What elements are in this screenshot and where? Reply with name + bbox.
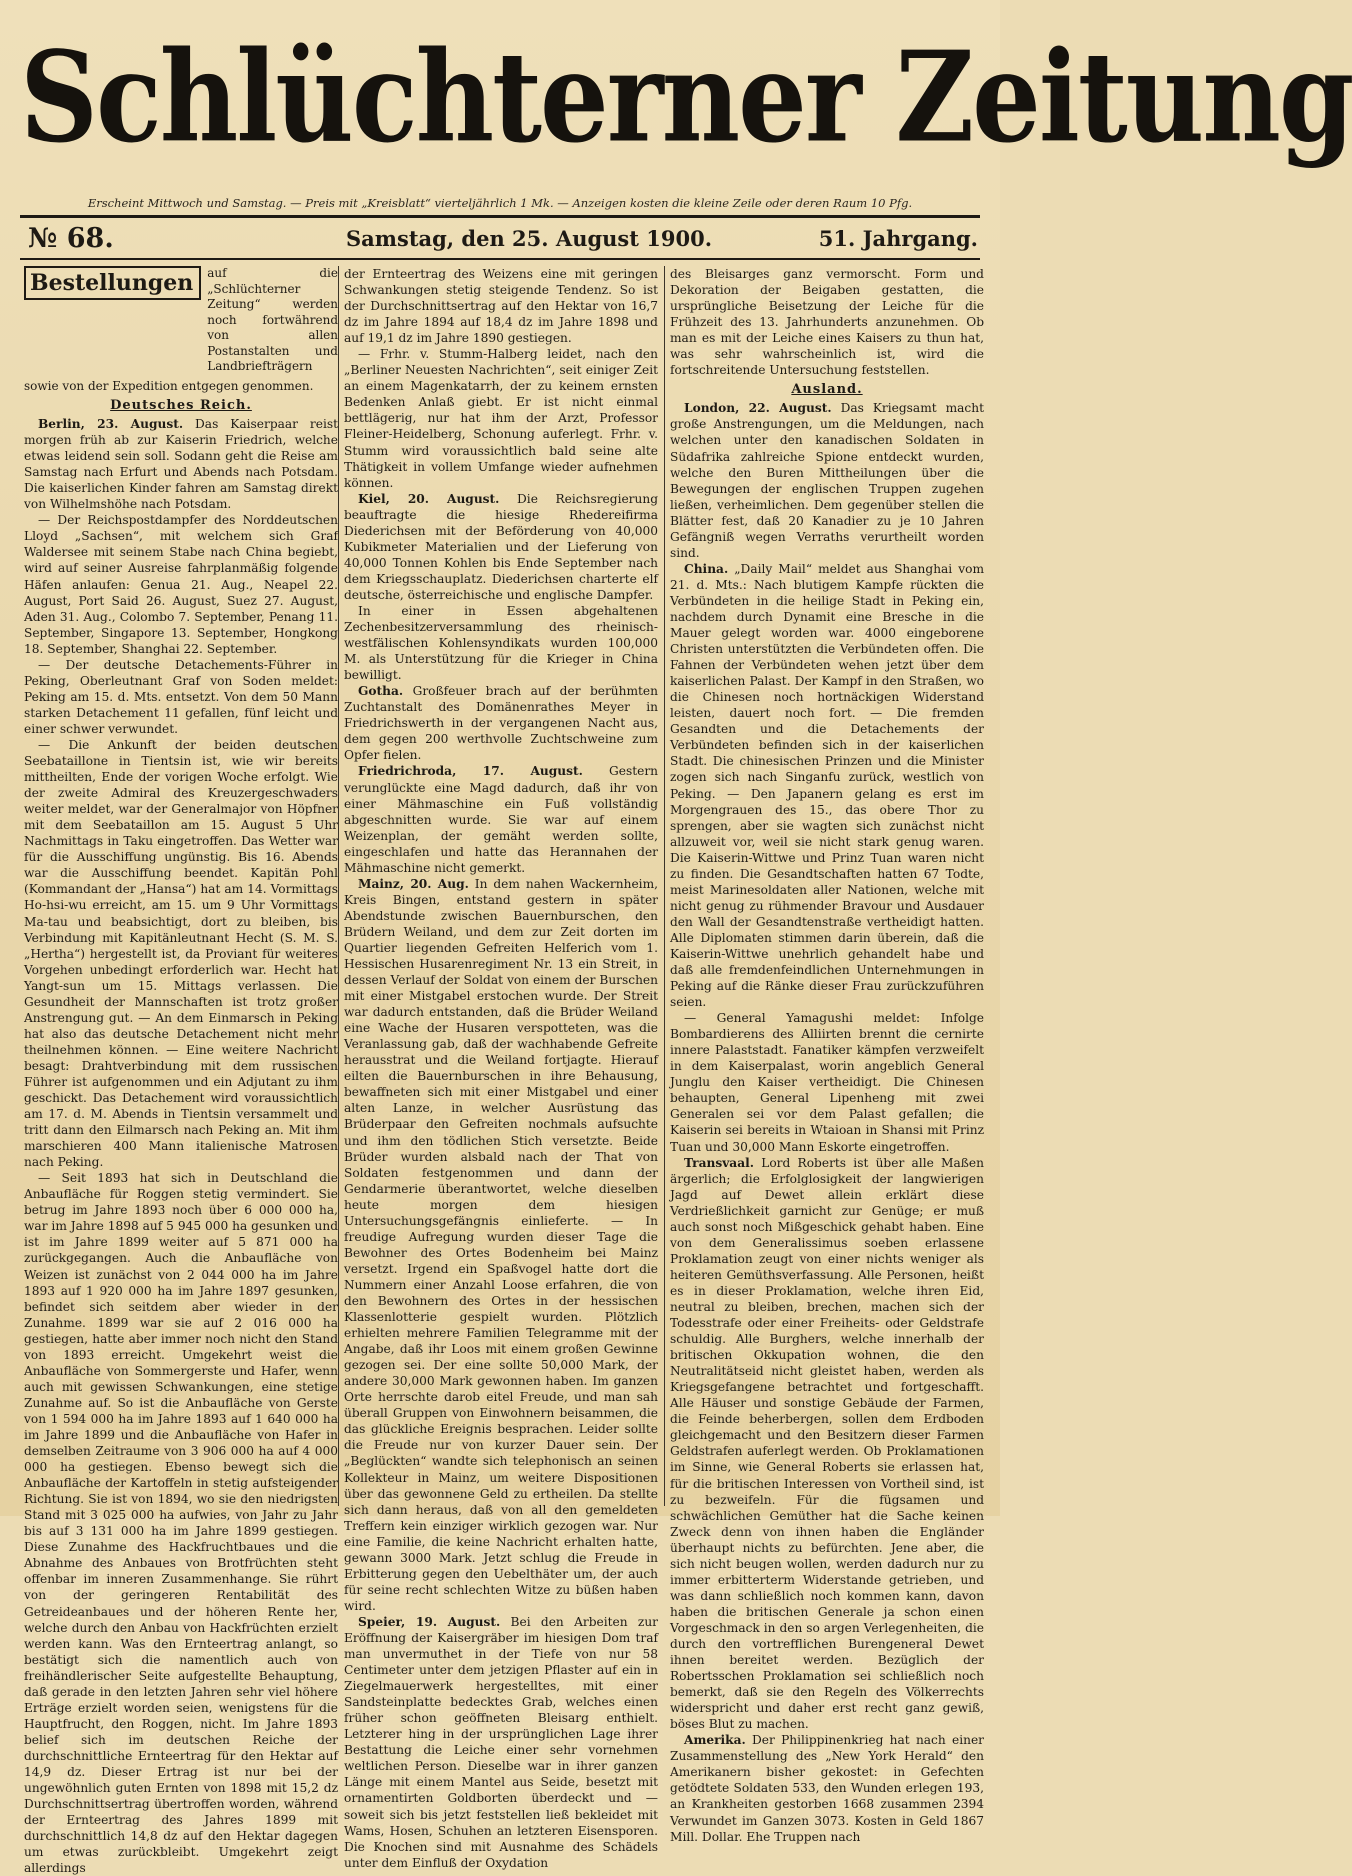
issue-date: Samstag, den 25. August 1900. <box>346 226 713 251</box>
volume-year: 51. Jahrgang. <box>818 226 978 251</box>
article-text: „Daily Mail“ meldet aus Shanghai vom 21. d. Mts.: Nach blutigem Kampfe rückten die Verbündeten in die heilige Stadt in Peking ein, nachdem durch Dynamit eine Bresche in die Mauer gelegt worden war. 4000 eingeborene Christen unterstützten die Verbündeten offen. Die Fahnen der Verbündeten wehen jetzt über dem kaiserlichen Palast. Der Kampf in den Straßen, wo die Chinesen noch hortnäckigen Widerstand leisten, dauert noch fort. — Die fremden Gesandten und die Detachements der Verbündeten befinden sich in der kaiserlichen Stadt. Die chinesischen Prinzen und die Minister zogen sich nach Singanfu zurück, westlich von Peking. — Den Japanern gelang es erst im Morgengrauen des 15., das obere Thor zu sprengen, aber sie wagten sich zunächst nicht allzuweit vor, weil sie nicht stark genug waren. Die Kaiserin-Wittwe und Prinz Tuan waren nicht zu finden. Die Gesandtschaften hatten 67 Todte, meist Marinesoldaten aller Nationen, welche mit nicht genug zu rühmender Bravour und Ausdauer den Wall der Gesandtenstraße vertheidigt hatten. Alle Diplomaten stimmen darin überein, daß die Kaiserin-Wittwe unehrlich gehandelt habe und daß alle fremdenfeindlichen Unternehmungen in Peking auf die Ränke dieser Frau zurückzuführen seien. <box>670 561 985 1010</box>
section-heading-ausland: Ausland. <box>791 382 863 398</box>
article-paragraph: — Die Ankunft der beiden deutschen Seebataillone in Tientsin ist, wie wir bereits mittheilten, Ende der vorigen Woche erfolgt. Wie der zweite Admiral des Kreuzergeschwaders weiter meldet, war der Generalmajor von Höpfner mit dem Seebataillon am 15. August 5 Uhr Nachmittags in Taku eingetroffen. Das Wetter war für die Ausschiffung ungünstig. Bis 16. Abends war die Ausschiffung beendet. Kapitän Pohl (Kommandant der „Hansa“) hat am 14. Vormittags Ho-hsi-wu erreicht, am 15. um 9 Uhr Vormittags Ma-tau und beabsichtigt, dort zu bleiben, bis Verbindung mit Kapitänleutnant Hecht (S. M. S. „Hertha“) hergestellt ist, da Proviant für weiteres Vorgehen unbedingt erforderlich war. Hecht hat Yangt-sun um 15. Mittags verlassen. Die Gesundheit der Mannschaften ist trotz großer Anstrengung gut. — An dem Einmarsch in Peking hat also das deutsche Detachement nicht mehr theilnehmen können. — Eine weitere Nachricht besagt: Drahtverbindung mit dem russischen Führer ist aufgenommen und ein Adjutant zu ihm geschickt. Das Detachement wird voraussichtlich am 17. d. M. Abends in Tientsin versammelt und tritt dann den Eilmarsch nach Peking an. Mit ihm marschieren 400 Mann italienische Matrosen nach Peking. <box>24 737 338 1170</box>
issue-number: № 68. <box>28 223 114 254</box>
article-paragraph: — Frhr. v. Stumm-Halberg leidet, nach den „Berliner Neuesten Nachrichten“, seit einiger Zeit an einem Magenkatarrh, der zu keinem ernsten Bedenken Anlaß giebt. Er ist nicht einmal bettlägerig, nur hat ihm der Arzt, Professor Fleiner-Heidelberg, Schonung auferlegt. Frhr. v. Stumm wird voraussichtlich bald seine alte Thätigkeit in vollem Umfange wieder aufnehmen können. <box>344 347 658 490</box>
article-text: Lord Roberts ist über alle Maßen ärgerlich; die Erfolglosigkeit der langwierigen Jagd auf Dewet allein erklärt diese Verdrießlichkeit garnicht zur Genüge; er muß auch sonst noch Mißgeschick gehabt haben. Eine von dem Generalissimus soeben erlassene Proklamation zeugt von einer nichts weniger als heiteren Gemüthsverfassung. Alle Personen, heißt es in dieser Proklamation, welche ihren Eid, neutral zu bleiben, brechen, machen sich der Todesstrafe oder einer Freiheits- oder Geldstrafe schuldig. Alle Burghers, welche innerhalb der britischen Okkupation wohnen, die den Neutralitätseid nicht gleistet haben, werden als Kriegsgefangene betrachtet und fortgeschafft. Alle Häuser und sonstige Gebäude der Farmen, die Feinde beherbergen, sollen dem Erdboden gleichgemacht und den Besitzern dieser Farmen Geldstrafen auferlegt werden. Ob Proklamationen im Sinne, wie General Roberts sie erlassen hat, für die britischen Interessen von Vortheil sind, ist zu bezweifeln. Für die fügsamen und schwächlichen Gemüther hat die Sache keinen Zweck denn von ihnen haben die Engländer überhaupt nichts zu befürchten. Jene aber, die sich nicht beugen wollen, werden dadurch nur zu immer erbitterterm Widerstande getrieben, und was dann schließlich noch kommen kann, davon haben die britischen Generale ja schon einen Vorgeschmack in den so argen Verlegenheiten, die durch den vortrefflichen Burengeneral Dewet ihnen bereitet werden. Bezüglich der Robertsschen Proklamation sei schließlich noch bemerkt, daß sie den Regeln des Völkerrechts widerspricht und daher erst recht ganz gewiß, böses Blut zu machen. <box>670 1155 984 1732</box>
article-paragraph: — Der Reichspostdampfer des Norddeutschen Lloyd „Sachsen“, mit welchem sich Graf Waldersee mit seinem Stabe nach China begiebt, wird auf seiner Ausreise fahrplanmäßig folgende Häfen anlaufen: Genua 21. Aug., Neapel 22. August, Port Said 26. August, Suez 27. August, Aden 31. Aug., Colombo 7. September, Penang 11. September, Singapore 13. September, Hongkong 18. September, Shanghai 22. September. <box>24 513 338 656</box>
article-paragraph: — General Yamagushi meldet: Infolge Bombardierens des Alliirten brennt die cernirte innere Palaststadt. Fanatiker kämpfen verzweifelt in dem Kaiserpalast, worin angeblich General Junglu den Kaiser vertheidigt. Die Chinesen behaupten, General Lipenheng mit zwei Generalen sei vor dem Palast gefallen; die Kaiserin sei bereits in Wtaioan in Shansi mit Prinz Tuan und 30,000 Mann Eskorte eingetroffen. <box>670 1011 984 1154</box>
bestellungen-title: Bestellungen <box>24 266 201 300</box>
article-text: In dem nahen Wackernheim, Kreis Bingen, entstand gestern in später Abendstunde zwischen Bauernburschen, den Brüdern Weiland, und dem zur Zeit dorten im Quartier liegenden Gefreiten Helferich vom 1. Hessischen Husarenregiment Nr. 13 ein Streit, in dessen Verlauf der Soldat von einem der Burschen mit einer Mistgabel erstochen wurde. Der Streit war dadurch entstanden, daß die Brüder Weiland eine Wache der Husaren verspotteten, was die Veranlassung gab, daß der wachhabende Gefreite herausstrat und die Weiland fortjagte. Hierauf eilten die Bauernburschen in ihre Behausung, bewaffneten sich mit einer Mistgabel und einer alten Lanze, in welcher Ausrüstung das Brüderpaar den Gefreiten nochmals aufsuchte und ihm den tödlichen Stich versetzte. Beide Brüder wurden alsbald nach der That von Soldaten festgenommen und dann der Gendarmerie überantwortet, welche dieselben heute morgen dem hiesigen Untersuchungsgefängnis einlieferte. — In freudige Aufregung wurden dieser Tage die Bewohner des Ortes Bodenheim bei Mainz versetzt. Irgend ein Spaßvogel hatte dort die Nummern einer Anzahl Loose erfahren, die von den Bewohnern des Ortes in der hessischen Klassenlotterie gespielt wurden. Plötzlich erhielten mehrere Familien Telegramme mit der Angabe, daß ihr Loos mit einem großen Gewinne gezogen sei. Der eine sollte 50,000 Mark, der andere 30,000 Mark gewonnen haben. Im ganzen Orte herrschte darob eitel Freude, und man sah überall Gruppen von Einwohnern beisammen, die das glückliche Ereignis besprachen. Leider sollte die Freude nur von kurzer Dauer sein. Der „Beglückten“ wandte sich telephonisch an seinen Kollekteur in Mainz, um weitere Dispositionen über das gewonnene Geld zu ertheilen. Da stellte sich dann heraus, daß von all den gemeldeten Treffern kein einziger wirklich gezogen war. Nur eine Familie, die keine Nachricht erhalten hatte, gewann 3000 Mark. Jetzt schlug die Freude in Erbitterung gegen den Uebelthäter um, der auch für seine recht schlechten Witze zu büßen haben wird. <box>344 876 658 1613</box>
dateline-location: Mainz, 20. Aug. <box>358 876 469 891</box>
dateline-location: Kiel, 20. August. <box>358 491 500 506</box>
column-divider <box>338 266 339 1506</box>
dateline-location: Amerika. <box>684 1733 746 1748</box>
dateline-location: London, 22. August. <box>684 401 832 416</box>
article-paragraph: — Seit 1893 hat sich in Deutschland die Anbaufläche für Roggen stetig vermindert. Sie betrug im Jahre 1893 noch über 6 000 000 ha, war im Jahre 1898 auf 5 945 000 ha gesunken und ist im Jahre 1899 weiter auf 5 871 000 ha zurückgegangen. Auch die Anbaufläche von Weizen ist zunächst von 2 044 000 ha im Jahre 1893 auf 1 920 000 ha im Jahre 1897 gesunken, befindet sich seitdem aber wieder in der Zunahme. 1899 war sie auf 2 016 000 ha gestiegen, hatte aber immer noch nicht den Stand von 1893 erreicht. Umgekehrt weist die Anbaufläche von Sommergerste und Hafer, wenn auch mit gewissen Schwankungen, eine stetige Zunahme auf. So ist die Anbaufläche von Gerste von 1 594 000 ha im Jahre 1893 auf 1 640 000 ha im Jahre 1899 und die Anbaufläche von Hafer in demselben Zeitraume von 3 906 000 ha auf 4 000 000 ha gestiegen. Ebenso bewegt sich die Anbaufläche der Kartoffeln in stetig aufsteigender Richtung. Sie ist von 1894, wo sie den niedrigsten Stand mit 3 025 000 ha aufwies, von Jahr zu Jahr bis auf 3 131 000 ha im Jahre 1899 gestiegen. Diese Zunahme des Hackfruchtbaues und die Abnahme des Anbaues von Brotfrüchten steht offenbar im inneren Zusammenhange. Sie rührt von der geringeren Rentabilität des Getreideanbaues und der höheren Rente her, welche durch den Anbau von Hackfrüchten erzielt werden kann. Was den Ernteertrag anlangt, so bestätigt sich die namentlich auch von freihändlerischer Seite aufgestellte Behauptung, daß gerade in den letzten Jahren sehr viel höhere Erträge erzielt worden seien, wenigstens für die Hauptfrucht, den Roggen, nicht. Im Jahre 1893 belief sich im deutschen Reiche der durchschnittliche Ernteertrag für den Hektar auf 14,9 dz. Dieser Ertrag ist nur bei der ungewöhnlich guten Ernten von 1898 mit 15,2 dz Durchschnittsertrag übertroffen worden, während der Ernteertrag des Jahres 1899 mit durchschnittlich 14,8 dz auf den Hektar dagegen um etwas zurückbleibt. Umgekehrt zeigt allerdings <box>24 1171 338 1876</box>
top-rule <box>20 215 980 218</box>
column-3 <box>670 266 985 1844</box>
dateline-location: Friedrichroda, 17. August. <box>358 764 583 779</box>
article-paragraph: des Bleisarges ganz vermorscht. Form und Dekoration der Beigaben gestatten, die ursprüngliche Beisetzung der Leiche für die Frühzeit des 13. Jahrhunderts anzunehmen. Ob man es mit der Leiche eines Kaisers zu thun hat, was sehr wahrscheinlich ist, wird die fortschreitende Untersuchung feststellen. <box>670 267 984 378</box>
publication-info-line: Erscheint Mittwoch und Samstag. — Preis mit „Kreisblatt“ vierteljährlich 1 Mk. — Anzeigen kosten die kleine Zeile oder deren Raum 10 Pfg. <box>87 196 913 210</box>
article-text: Bei den Arbeiten zur Eröffnung der Kaisergräber im hiesigen Dom traf man unvermuthet in der Tiefe von nur 58 Centimeter unter dem jetzigen Pflaster auf ein in Ziegelmauerwerk hergestelltes, mit einer Sandsteinplatte bedecktes Grab, welches einen früher schon geöffneten Bleisarg enthielt. Letzterer hing in der ursprünglichen Lage ihrer Bestattung die Leiche einer sehr vornehmen weltlichen Person. Dieselbe war in ihrer ganzen Länge mit einem Mantel aus Seide, besetzt mit ornamentirten Goldborten überdeckt und — soweit sich bis jetzt feststellen ließ bekleidet mit Wams, Hosen, Schuhen an letzteren Eisensporen. Die Knochen sind mit Ausnahme des Schädels unter dem Einfluß der Oxydation <box>344 1614 658 1870</box>
dateline-location: China. <box>684 561 729 576</box>
article-text: Die Reichsregierung beauftragte die hiesige Rhedereifirma Diederichsen mit der Beförderung von 40,000 Kubikmeter Materialien und der Lieferung von 40,000 Tonnen Kohlen bis Ende September nach dem Kriegsschauplatz. Diederichsen charterte elf deutsche, österreichische und englische Dampfer. <box>344 491 659 602</box>
article-paragraph <box>344 491 658 603</box>
article-paragraph <box>670 1732 984 1844</box>
dateline-location: Speier, 19. August. <box>358 1614 501 1629</box>
article-paragraph <box>24 416 338 512</box>
column-divider <box>664 266 665 1506</box>
column-2 <box>344 266 659 1870</box>
article-text: Das Kaiserpaar reist morgen früh ab zur Kaiserin Friedrich, welche etwas leidend sein soll. Sodann geht die Reise am Samstag nach Erfurt und Abends nach Potsdam. Die kaiserlichen Kinder fahren am Samstag direkt von Wilhelmshöhe nach Potsdam. <box>24 417 338 512</box>
article-paragraph: der Ernteertrag des Weizens eine mit geringen Schwankungen stetig steigende Tendenz. So ist der Durchschnittsertrag auf den Hektar von 16,7 dz im Jahre 1894 auf 18,4 dz im Jahre 1898 und auf 19,1 dz im Jahre 1890 gestiegen. <box>344 267 658 346</box>
article-text: Gestern verunglückte eine Magd dadurch, daß ihr von einer Mähmaschine ein Fuß vollständig abgeschnitten wurde. Sie war auf einem Weizenplan, der gemäht werden sollte, eingeschlafen und hatte das Herannahen der Mähmaschine nicht gemerkt. <box>344 764 658 875</box>
dateline-location: Berlin, 23. August. <box>38 417 184 432</box>
article-paragraph <box>344 683 658 763</box>
article-paragraph: — Der deutsche Detachements-Führer in Peking, Oberleutnant Graf von Soden meldet: Peking am 15. d. Mts. entsetzt. Von dem 50 Mann starken Detachement 11 gefallen, fünf leicht und einer schwer verwundet. <box>24 657 338 736</box>
section-heading-deutsches-reich: Deutsches Reich. <box>110 398 252 413</box>
dateline <box>28 222 978 256</box>
bestellungen-text: auf die „Schlüchterner Zeitung“ werden noch fortwährend von allen Postanstalten und Landbriefträgern <box>207 266 338 373</box>
article-text: Der Philippinenkrieg hat nach einer Zusammenstellung des „New York Herald“ den Amerikanern bisher gekostet: in Gefechten getödtete Soldaten 533, den Wunden erlegen 193, an Krankheiten gestorben 1668 zusammen 2394 Verwundet im Ganzen 3073. Kosten in Geld 1867 Mill. Dollar. Ehe Truppen nach <box>670 1733 985 1844</box>
article-paragraph <box>344 876 658 1614</box>
masthead-title: Schlüchterner Zeitung <box>20 25 1352 171</box>
dateline-location: Transvaal. <box>684 1155 754 1170</box>
article-paragraph <box>344 763 658 875</box>
article-text: Großfeuer brach auf der berühmten Zuchtanstalt des Domänenrathes Meyer in Friedrichswerth in der vergangenen Nacht aus, dem gegen 200 werthvolle Zuchtschweine zum Opfer fielen. <box>344 684 658 763</box>
article-paragraph <box>670 400 984 560</box>
article-paragraph <box>670 561 984 1010</box>
article-paragraph: In einer in Essen abgehaltenen Zechenbesitzerversammlung des rheinisch-westfälischen Kohlensyndikats wurden 100,000 M. als Unterstützung für die Krieger in China bewilligt. <box>344 603 658 683</box>
column-1 <box>24 266 338 1876</box>
bestellungen-notice <box>24 266 338 375</box>
article-paragraph <box>670 1155 984 1733</box>
article-paragraph <box>344 1614 658 1871</box>
bestellungen-rest: sowie von der Expedition entgegen genommen. <box>24 378 314 393</box>
article-text: Das Kriegsamt macht große Anstrengungen, um die Meldungen, nach welchen unter den kanadischen Soldaten in Südafrika zahlreiche Spione entdeckt wurden, welche den Buren Mittheilungen über die Bewegungen der englischen Truppen zugehen ließen, verheimlichen. Dem gegenüber stellen die Blätter fest, daß 20 Kanadier zu je 10 Jahren Gefängniß wegen Verraths verurtheilt worden sind. <box>670 401 985 560</box>
dateline-location: Gotha. <box>358 684 404 699</box>
bottom-rule <box>20 258 980 260</box>
